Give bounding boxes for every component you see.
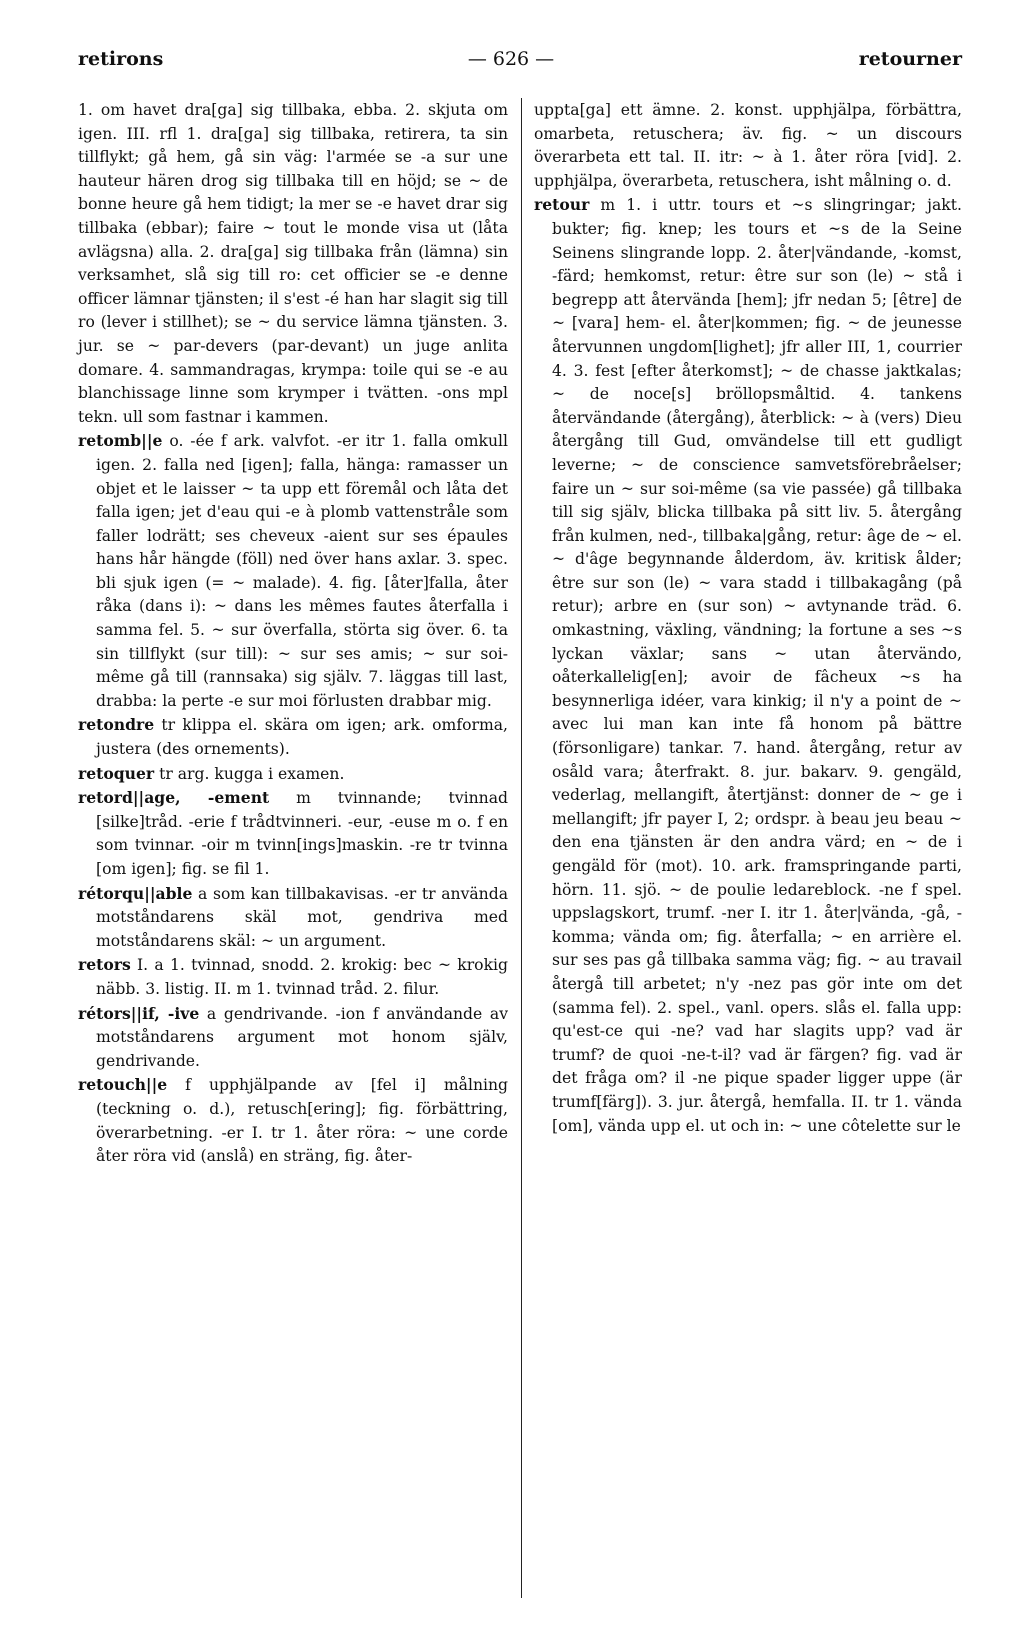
entry-definition: a som kan tillbakavisas. -er tr använda motståndarens skäl mot, gendriva med motståndarens skäl: ~ un argument.	[96, 884, 508, 950]
entry-definition: uppta[ga] ett ämne. 2. konst. upphjälpa, förbättra, omarbeta, retuschera; äv. fig. ~ un discours överarbeta ett tal. II. itr: ~ à 1. åter röra [vid]. 2. upphjälpa, överarbeta, retuschera, isht målning o. d.	[534, 101, 962, 190]
dictionary-entry	[534, 193, 962, 1138]
dictionary-entry	[534, 98, 962, 193]
entry-headword: retomb||e	[78, 431, 163, 451]
dictionary-entry	[78, 953, 508, 1001]
entry-headword: retondre	[78, 715, 155, 735]
entry-definition: o. -ée f ark. valvfot. -er itr 1. falla omkull igen. 2. falla ned [igen]; falla, hänga: ramasser un objet et le laisser ~ ta upp ett föremål och låta det falla igen; jet d'eau qui -e à plomb vattenstråle som faller lodrätt; ses cheveux -aient sur ses épaules hans hår hängde (föll) ned över hans axlar. 3. spec. bli sjuk igen (= ~ malade). 4. fig. [åter]falla, åter råka (dans i): ~ dans les mêmes fautes återfalla i samma fel. 5. ~ sur överfalla, störta sig över. 6. ta sin tillflykt (sur till): ~ sur ses amis; ~ sur soi-même gå till (rannsaka) sig själv. 7. läggas till last, drabba: la perte -e sur moi förlusten drabbar mig.	[96, 432, 508, 710]
left-guide-word: retirons	[78, 48, 164, 70]
dictionary-entry	[78, 429, 508, 713]
entry-headword: rétorqu||able	[78, 883, 193, 903]
entry-headword: retouch||e	[78, 1075, 168, 1095]
column-divider	[521, 98, 522, 1598]
right-column	[534, 98, 962, 1138]
entry-headword: retors	[78, 955, 131, 975]
entry-definition: I. a 1. tvinnad, snodd. 2. krokig: bec ~ krokig näbb. 3. listig. II. m 1. tvinnad tråd. 2. filur.	[96, 956, 508, 998]
right-guide-word: retourner	[858, 48, 962, 70]
entry-headword: retour	[534, 195, 590, 215]
page-number: — 626 —	[467, 48, 555, 70]
left-column	[78, 98, 508, 1169]
dictionary-entry	[78, 1002, 508, 1074]
entry-definition: f upphjälpande av [fel i] målning (teckning o. d.), retusch[ering]; fig. förbättring, överarbetning. -er I. tr 1. åter röra: ~ une corde åter röra vid (anslå) en sträng, fig. åter-	[96, 1076, 508, 1166]
dictionary-entry	[78, 1073, 508, 1168]
entry-definition: a gendrivande. -ion f användande av motståndarens argument mot honom själv, gendrivande.	[96, 1004, 509, 1070]
dictionary-entry	[78, 713, 508, 761]
entry-definition: tr klippa el. skära om igen; ark. omforma, justera (des ornements).	[96, 716, 508, 759]
entry-definition: 1. om havet dra[ga] sig tillbaka, ebba. 2. skjuta om igen. III. rfl 1. dra[ga] sig tillbaka, retirera, ta sin tillflykt; gå hem, gå sin väg: l'armée se -a sur une hauteur hären drog sig tillbaka till en höjd; se ~ de bonne heure gå hem tidigt; la mer se -e havet drar sig tillbaka (ebbar); faire ~ tout le monde visa ut (låta avlägsna) alla. 2. dra[ga] sig tillbaka från (lämna) sin verksamhet, slå sig till ro: cet officier se -e denne officer lämnar tjänsten; il s'est -é han har slagit sig till ro (lever i stillhet); se ~ du service lämna tjänsten. 3. jur. se ~ par-devers (par-devant) un juge anlita domare. 4. sammandragas, krympa: toile qui se -e au blanchissage linne som krymper i tvätten. -ons mpl tekn. ull som fastnar i kammen.	[78, 101, 508, 426]
entry-definition: tr arg. kugga i examen.	[154, 764, 345, 783]
entry-headword: rétors||if, -ive	[78, 1003, 200, 1023]
dictionary-entry	[78, 786, 508, 881]
entry-definition: m tvinnande; tvinnad [silke]tråd. -erie f trådtvinneri. -eur, -euse m o. f en som tvinnar. -oir m tvinn[ings]maskin. -re tr tvinna [om igen]; fig. se fil 1.	[96, 789, 508, 878]
running-header	[78, 48, 962, 82]
entry-headword: retoquer	[78, 763, 155, 783]
dictionary-entry	[78, 882, 508, 954]
entry-definition: m 1. i uttr. tours et ~s slingringar; jakt. bukter; fig. knep; les tours et ~s de la Seine Seinens slingrande lopp. 2. åter|vändande, -komst, -färd; hemkomst, retur: être sur son (le) ~ stå i begrepp att återvända [hem]; jfr nedan 5; [être] de ~ [vara] hem- el. åter|kommen; fig. ~ de jeunesse återvunnen ungdom[lighet]; jfr aller III, 1, courrier 4. 3. fest [efter återkomst]; ~ de chasse jaktkalas; ~ de noce[s] bröllopsmåltid. 4. tankens återvändande (återgång), återblick: ~ à (vers) Dieu återgång till Gud, omvändelse till ett gudligt leverne; ~ de conscience samvetsförebråelser; faire un ~ sur soi-même (sa vie passée) gå tillbaka till sig själv, blicka tillbaka på sitt liv. 5. återgång från kulmen, ned-, tillbaka|gång, retur: âge de ~ el. ~ d'âge begynnande ålderdom, äv. kritisk ålder; être sur son (le) ~ vara stadd i tillbakagång (på retur); arbre en (sur son) ~ avtynande träd. 6. omkastning, växling, vändning; la fortune a ses ~s lyckan växlar; sans ~ utan återvändo, oåterkallelig[en]; avoir de fâcheux ~s ha besynnerliga idéer, vara kinkig; il n'y a point de ~ avec lui man kan inte få honom på bättre (försonligare) tankar. 7. hand. återgång, retur av osåld vara; återfrakt. 8. jur. bakarv. 9. gengäld, vederlag, mellangift, återtjänst: donner de ~ ge i mellangift; jfr payer I, 2; ordspr. à beau jeu beau ~ den ena tjänsten är den andra värd; en ~ de i gengäld för (mot). 10. ark. framspringande parti, hörn. 11. sjö. ~ de poulie ledareblock. -ne f spel. uppslagskort, trumf. -ner I. itr 1. åter|vända, -gå, -komma; vända om; fig. återfalla; ~ en arrière el. sur ses pas gå tillbaka samma väg; fig. ~ au travail återgå till arbetet; n'y -nez pas gör inte om det (samma fel). 2. spel., vanl. opers. slås el. falla upp: qu'est-ce qui -ne? vad har slagits upp? vad är trumf? de quoi -ne-t-il? vad är färgen? fig. vad är det fråga om? il -ne pique spader ligger uppe (är trumf[färg]). 3. jur. återgå, hemfalla. II. tr 1. vända [om], vända upp el. ut och in: ~ une côtelette sur le	[552, 196, 962, 1135]
entry-headword: retord||age, -ement	[78, 788, 270, 808]
dictionary-entry	[78, 762, 508, 787]
dictionary-entry	[78, 98, 508, 429]
